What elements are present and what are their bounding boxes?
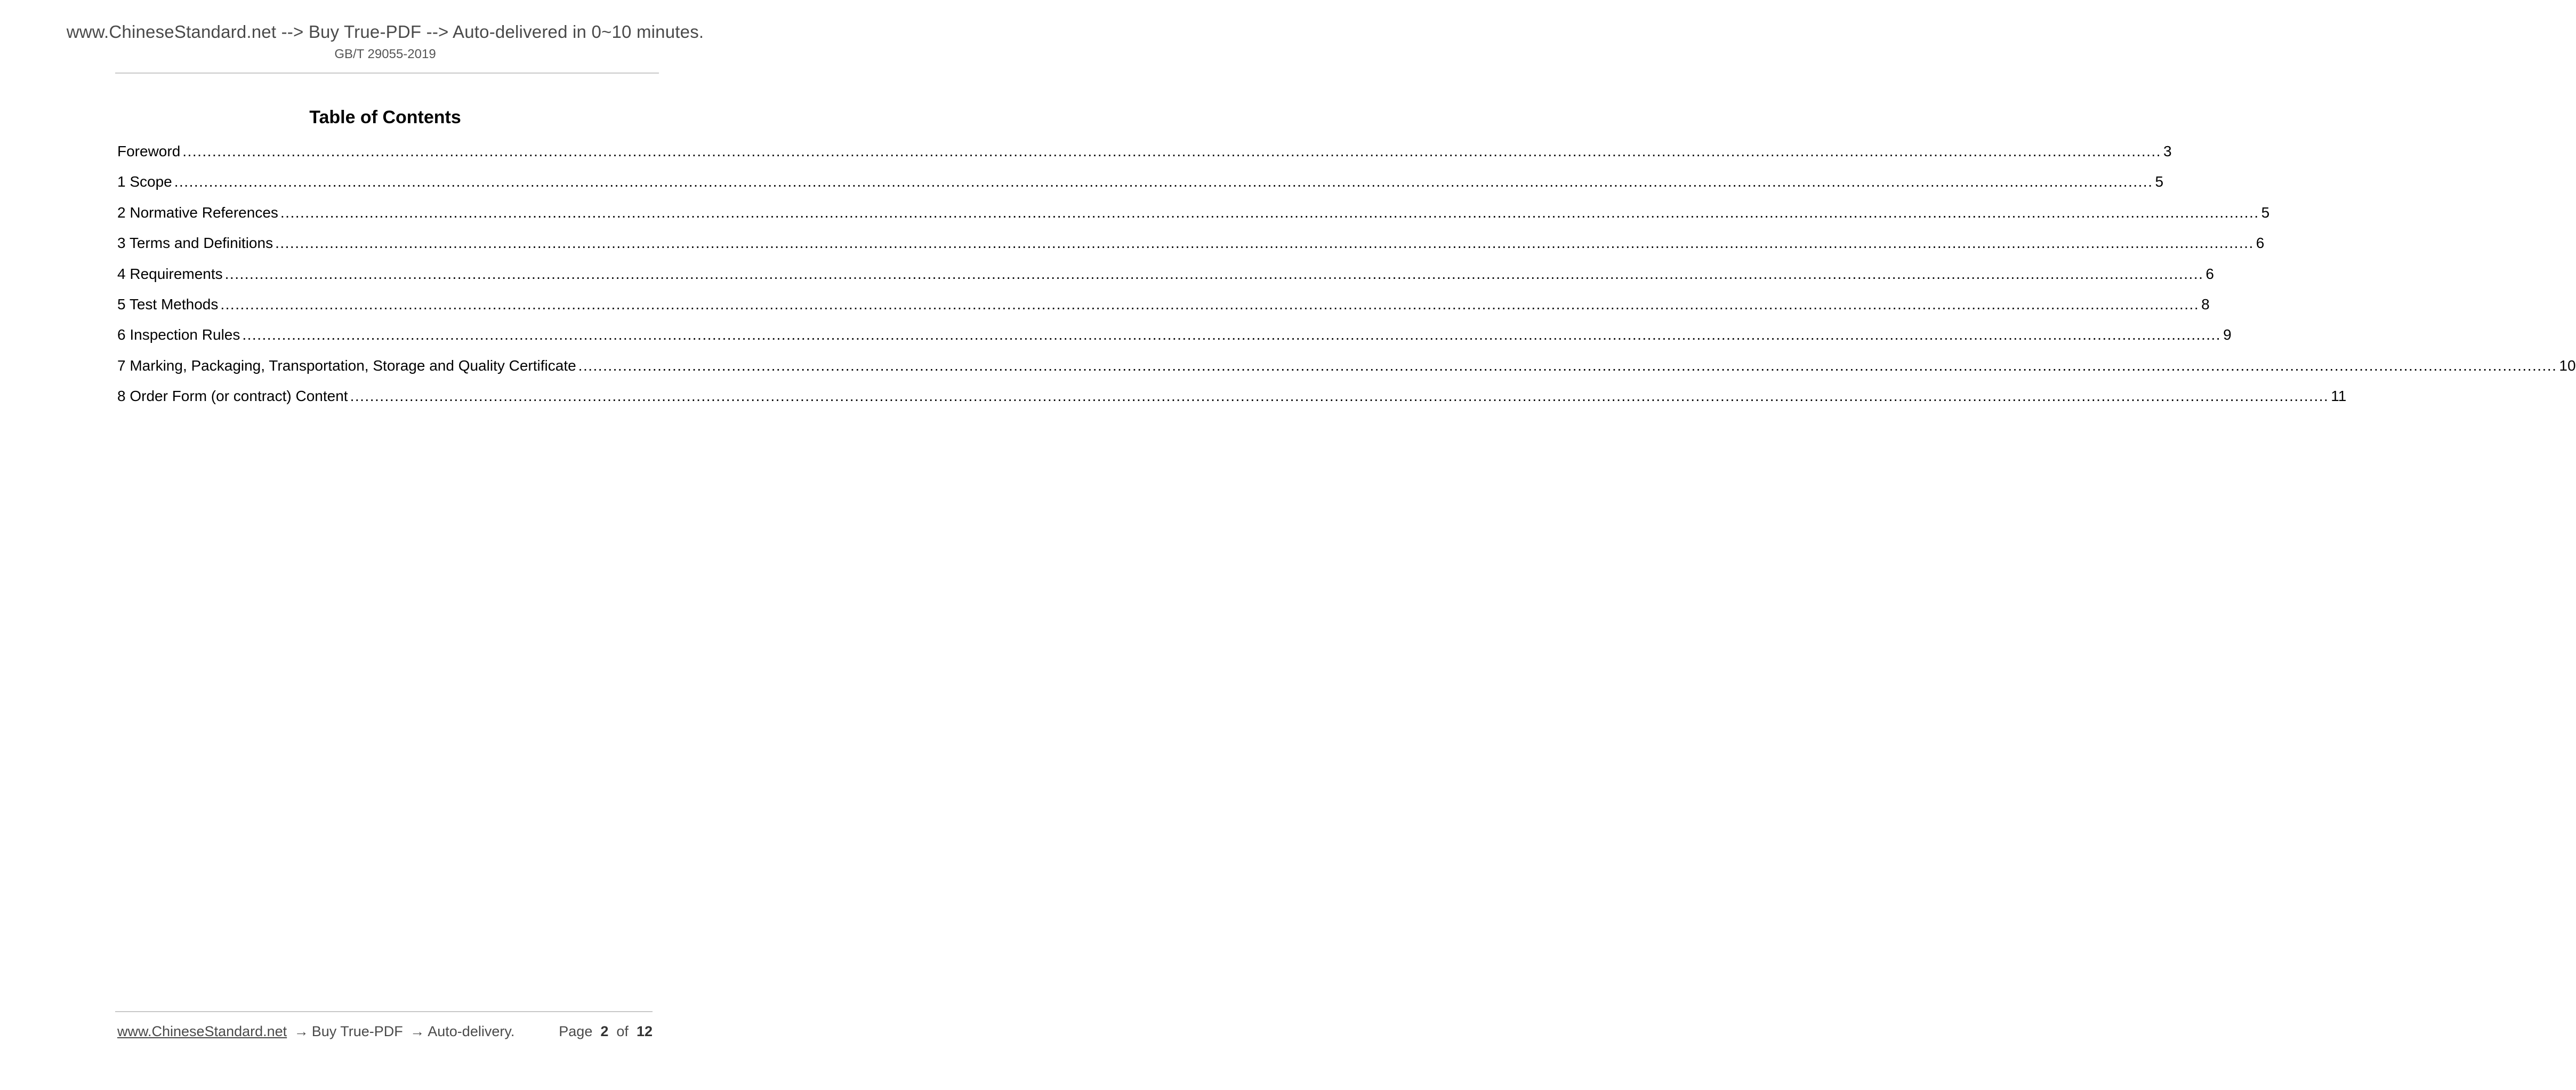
toc-dot-leader: ................................................................................................................................................................................................................................................................................................................................................................................................................ [182, 143, 2161, 159]
toc-list [117, 140, 2576, 415]
toc-entry-label: 6 Inspection Rules [117, 326, 240, 343]
arrow-right-icon: → [410, 1023, 425, 1039]
page-word: Page [559, 1023, 593, 1039]
page-current: 2 [600, 1023, 609, 1039]
toc-entry-normative-references[interactable] [117, 201, 2270, 231]
toc-entry-page: 5 [2155, 173, 2164, 190]
page-number [559, 1021, 653, 1042]
toc-entry-inspection-rules[interactable] [117, 323, 2232, 354]
toc-dot-leader: ................................................................................................................................................................................................................................................................................................................................................................................................................ [220, 295, 2200, 312]
toc-entry-page: 10 [2559, 357, 2576, 374]
footer-divider [115, 1011, 653, 1012]
toc-entry-page: 11 [2331, 388, 2347, 405]
toc-entry-scope[interactable] [117, 170, 2164, 201]
toc-entry-page: 5 [2261, 204, 2270, 221]
toc-entry-label: 4 Requirements [117, 265, 223, 282]
header-banner: www.ChineseStandard.net --> Buy True-PDF --> Auto-delivered in 0~10 minutes. [66, 22, 704, 42]
document-code: GB/T 29055-2019 [334, 47, 436, 61]
toc-dot-leader: ................................................................................................................................................................................................................................................................................................................................................................................................................ [275, 235, 2254, 252]
toc-entry-page: 6 [2205, 265, 2214, 282]
toc-entry-page: 3 [2163, 143, 2172, 159]
toc-entry-page: 9 [2223, 326, 2232, 343]
toc-title: Table of Contents [309, 107, 461, 127]
toc-dot-leader: ................................................................................................................................................................................................................................................................................................................................................................................................................ [350, 388, 2329, 405]
toc-entry-label: 1 Scope [117, 173, 172, 190]
toc-entry-terms-definitions[interactable] [117, 231, 2265, 262]
toc-dot-leader: ................................................................................................................................................................................................................................................................................................................................................................................................................ [224, 265, 2204, 282]
footer-site-link[interactable]: www.ChineseStandard.net [117, 1023, 287, 1039]
toc-entry-label: 2 Normative References [117, 204, 278, 221]
toc-entry-label: Foreword [117, 143, 181, 159]
toc-entry-requirements[interactable] [117, 262, 2214, 293]
toc-entry-label: 8 Order Form (or contract) Content [117, 388, 348, 405]
header-divider [115, 73, 659, 74]
toc-dot-leader: ................................................................................................................................................................................................................................................................................................................................................................................................................ [242, 326, 2221, 343]
footer-delivery-text: Auto-delivery. [428, 1023, 515, 1039]
toc-entry-marking-packaging[interactable] [117, 354, 2576, 384]
toc-entry-page: 8 [2201, 295, 2210, 312]
page-total: 12 [636, 1023, 653, 1039]
arrow-right-icon: → [294, 1023, 309, 1039]
toc-dot-leader: ................................................................................................................................................................................................................................................................................................................................................................................................................ [174, 173, 2153, 190]
toc-entry-label: 3 Terms and Definitions [117, 235, 273, 252]
footer-promo [117, 1021, 514, 1042]
toc-dot-leader: ................................................................................................................................................................................................................................................................................................................................................................................................................ [280, 204, 2259, 221]
toc-entry-label: 7 Marking, Packaging, Transportation, Storage and Quality Certificate [117, 357, 576, 374]
toc-dot-leader: ................................................................................................................................................................................................................................................................................................................................................................................................................ [578, 357, 2557, 374]
page-footer [117, 1021, 653, 1042]
footer-buy-text: Buy True-PDF [311, 1023, 403, 1039]
of-word: of [616, 1023, 629, 1039]
toc-entry-test-methods[interactable] [117, 293, 2210, 323]
toc-entry-label: 5 Test Methods [117, 295, 219, 312]
toc-entry-foreword[interactable] [117, 140, 2172, 170]
toc-entry-order-form[interactable] [117, 384, 2347, 415]
toc-entry-page: 6 [2256, 235, 2265, 252]
